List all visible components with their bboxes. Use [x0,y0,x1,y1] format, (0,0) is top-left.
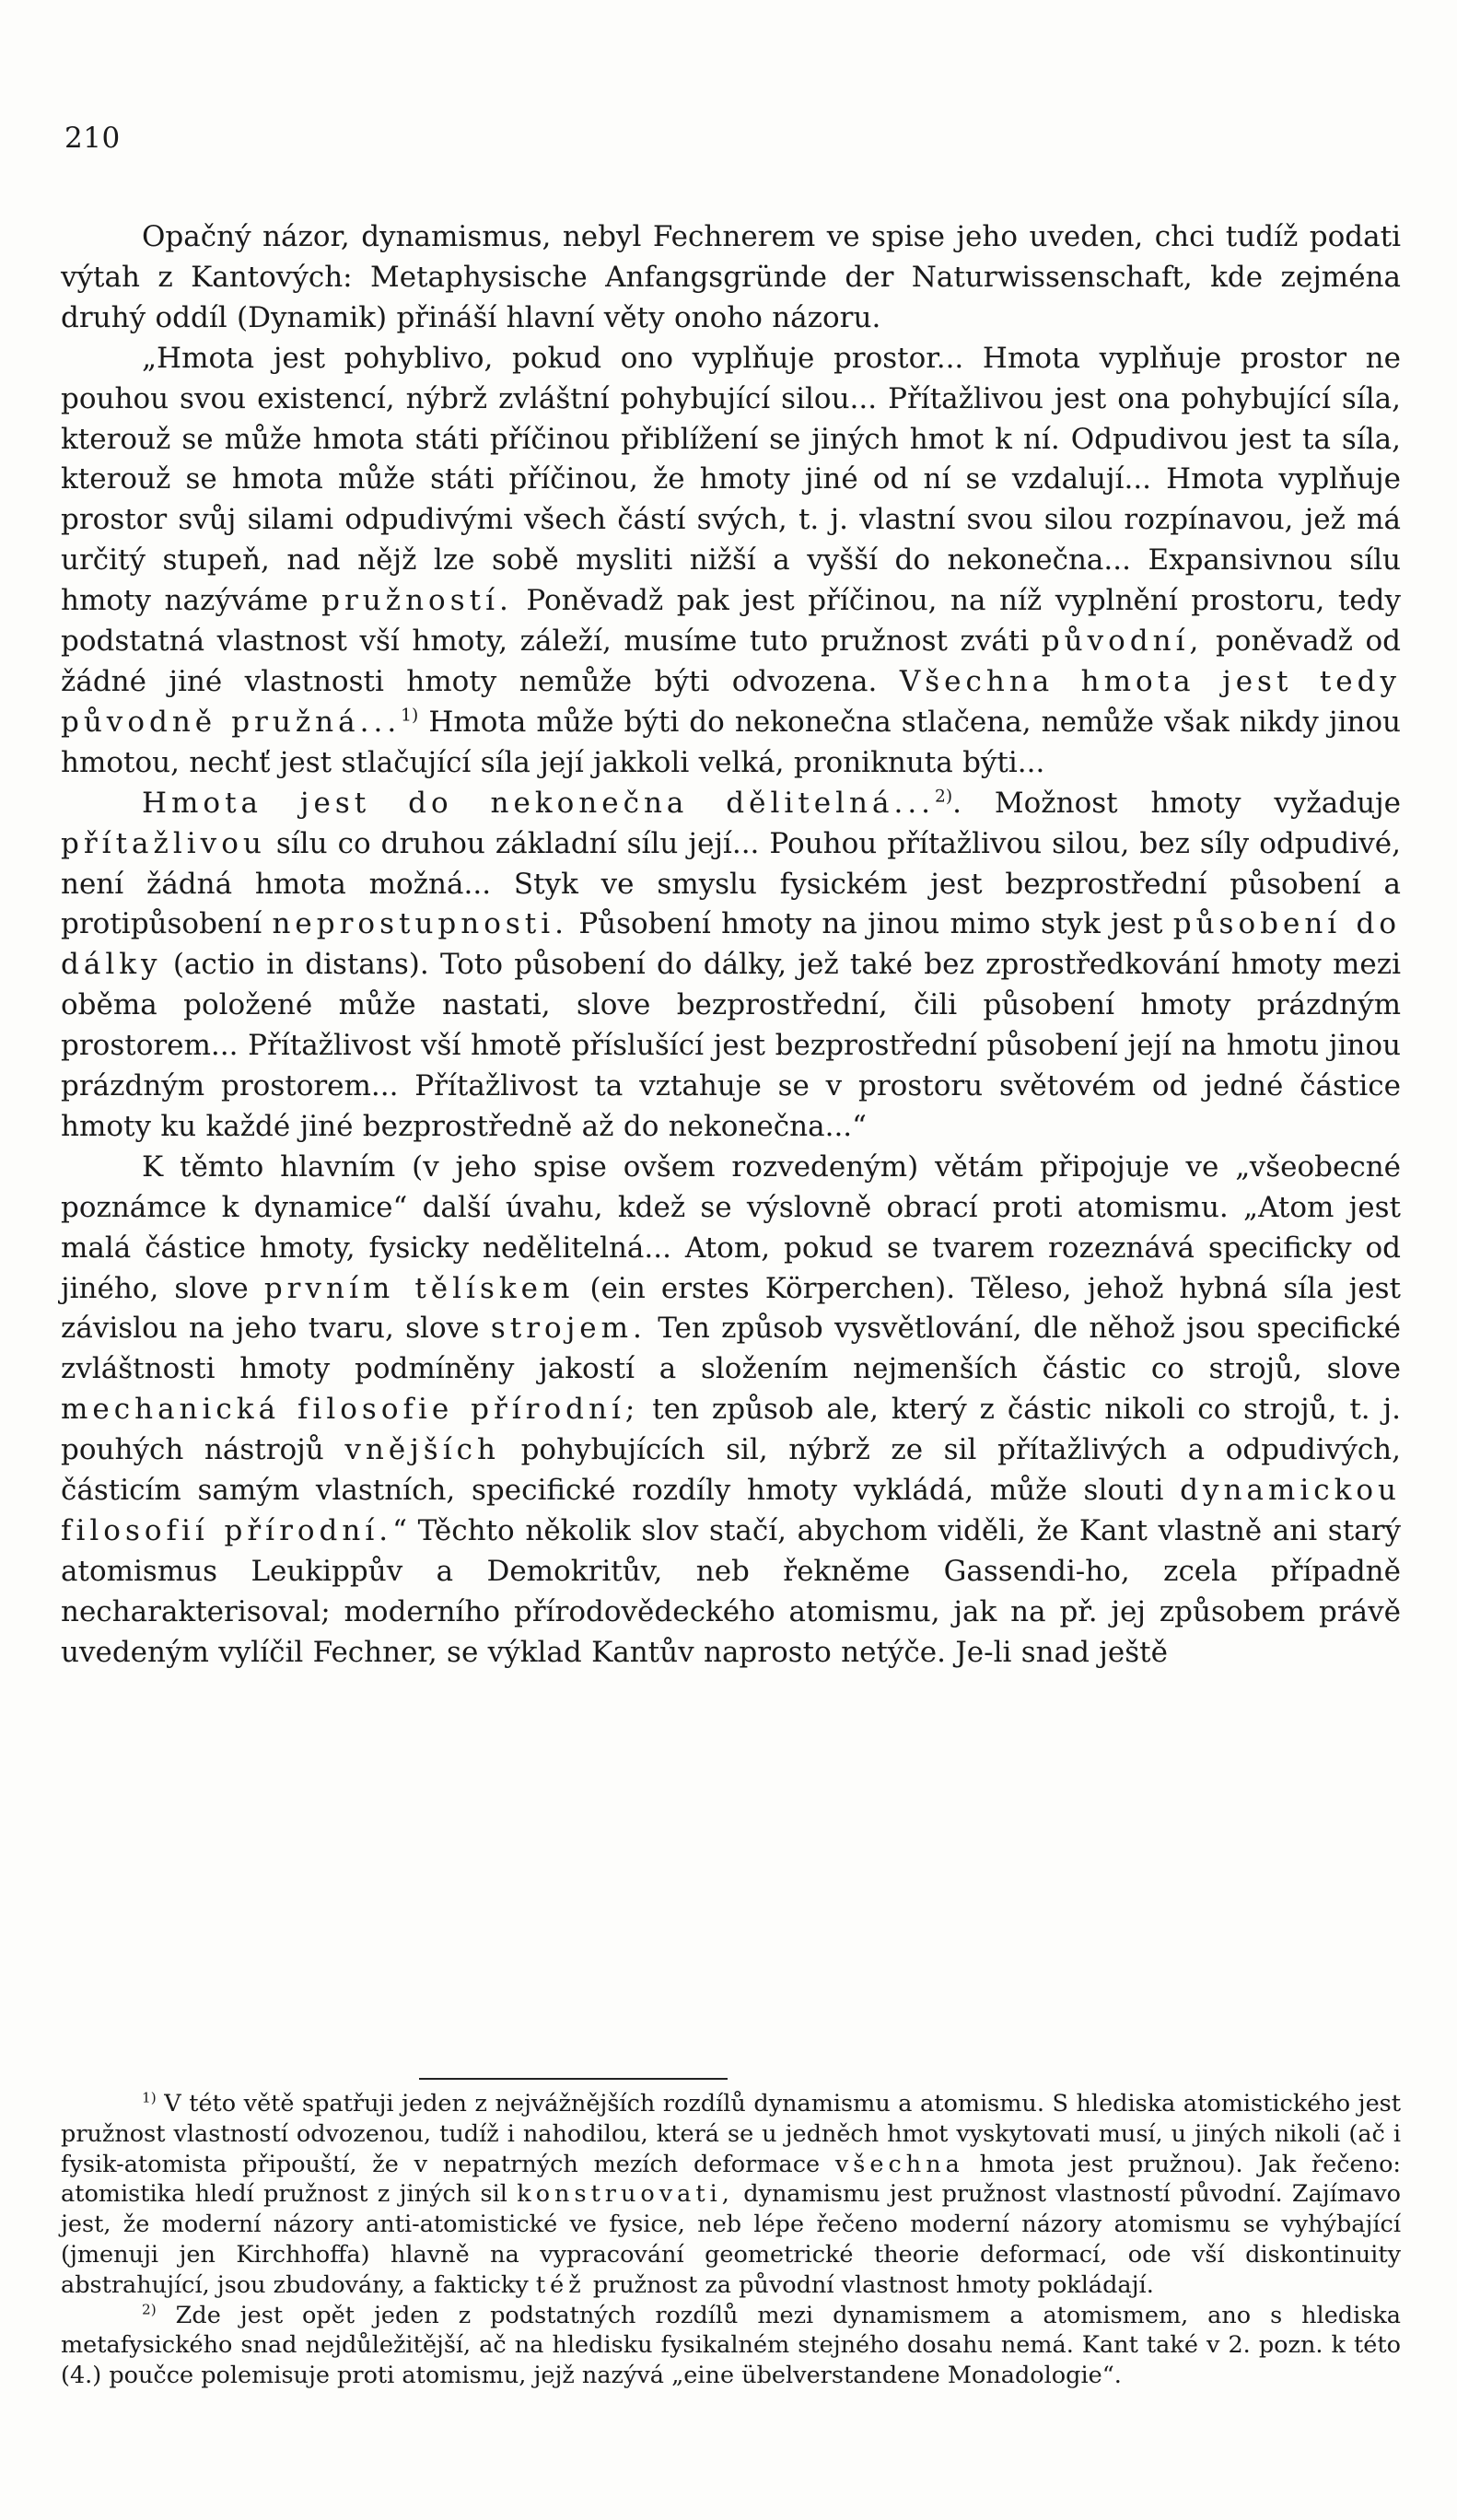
spaced-emphasis: strojem. [490,1312,647,1346]
spaced-emphasis: původní, [1041,624,1204,659]
footnote-text: V této větě spatřuji jeden z nejvážnějších rozdílů dynamismu a atomismu. S hlediska atomistického jest pružnost vlastností odvozenou, tudíž i nahodilou, která se u jedněch hmot vyskytovati musí, u jiných nikoli (ač i fysik-atomista připouští, že v nepatrných mezích deformace [61,2090,1401,2178]
footnote-marker: 2) [935,787,953,807]
footnote-marker: 1) [142,2089,157,2106]
footnote-text: dynamismu jest pružnost vlastností původní. Zajímavo jest, že moderní názory anti-atomistické ve fysice, neb lépe řečeno moderní názory atomismu se vyhýbající (jmenuji jen Kirchhoffa) hlavně na vypracování geometrické theorie deformací, ode vší diskontinuity abstrahující, jsou zbudovány, a fakticky [61,2180,1402,2299]
paragraph-text: sílu co druhou základní sílu její... Pouhou přítažlivou silou, bez síly odpudivé, není žádná hmota možná... Styk ve smyslu fysickém jest bezprostřední působení a protipůsobení [61,826,1401,941]
spaced-emphasis: neprostupnosti. [272,907,569,941]
paragraph-text: K těmto hlavním (v jeho spise ovšem rozvedeným) větám připojuje ve „všeobecné poznámce k dynamice“ další úvahu, kdež se výslovně obrací proti atomismu. „Atom jest malá částice hmoty, fysicky nedělitelná... Atom, pokud se tvarem rozeznává specificky od jiného, slove [61,1149,1401,1305]
paragraph-text: . Možnost hmoty vyžaduje [952,786,1401,820]
footnote-text: Zde jest opět jeden z podstatných rozdílů mezi dynamismem a atomismem, ano s hlediska metafysického snad nejdůležitější, ač na hledisku fysikalném stejného dosahu nemá. Kant také v 2. pozn. k této (4.) poučce polemisuje proti atomismu, jejž nazývá „eine übelverstandene Monadologie“. [61,2301,1402,2390]
paragraph-text: pohybujících sil, nýbrž ze sil přítažlivých a odpudivých, částicím samým vlastních, specifické rozdíly hmoty vykládá, může slouti [61,1433,1402,1508]
spaced-emphasis: působení do dálky [61,907,1401,982]
footnote-text: pružnost za původní vlastnost hmoty pokládají. [592,2270,1154,2299]
spaced-emphasis: všechna [834,2150,964,2178]
spaced-emphasis: dynamickou filosofií přírodní. [61,1474,1402,1547]
footnote-marker: 2) [142,2301,157,2318]
paragraph-text: ten způsob ale, který z částic nikoli co strojů, t. j. pouhých nástrojů [61,1393,1401,1467]
paragraph-text: Opačný názor, dynamismus, nebyl Fechnerem ve spise jeho uveden, chci tudíž podati výtah z Kantových: Metaphysische Anfangsgründe der Naturwissenschaft, kde zejména druhý oddíl (Dynamik) přináší hlavní věty onoho názoru. [61,220,1401,334]
spaced-emphasis: prvním tělískem [263,1271,575,1305]
paragraph-text: “ Těchto několik slov stačí, abychom viděli, že Kant vlastně ani starý atomismus Leukippův a Demokritův, neb řekněme Gassendi-ho, zcela případně necharakterisoval; moderního přírodovědeckého atomismu, jak na př. jej způsobem právě uvedeným vylíčil Fechner, se výklad Kantův naprosto netýče. Je-li snad ještě [61,1514,1401,1669]
spaced-emphasis: konstruovati, [517,2180,734,2209]
footnote [61,2301,1401,2391]
footnote [61,2089,1401,2301]
paragraph-text: (actio in distans). Toto působení do dálky, jež také bez zprostředkování hmoty mezi oběma položené může nastati, slove bezprostřední, čili působení hmoty prázdným prostorem... Přítažlivost vší hmotě příslušící jest bezprostřední působení její na hmotu jinou prázdným prostorem... Přítažlivost ta vztahuje se v prostoru světovém od jedné částice hmoty ku každé jiné bezprostředně až do nekonečna...“ [61,948,1401,1143]
paragraph [61,217,1401,339]
page-number: 210 [64,122,121,155]
paragraph [61,339,1401,784]
paragraph-text: Ten způsob vysvětlování, dle něhož jsou specifické zvláštnosti hmoty podmíněny jakostí a složením nejmenších částic co strojů, slove [61,1312,1402,1386]
spaced-emphasis: pružností. [321,584,513,618]
footnote-text: hmota jest pružnou). Jak řečeno: atomistika hledí pružnost z jiných sil [61,2150,1402,2209]
paragraph-text: poněvadž od žádné jiné vlastnosti hmoty nemůže býti odvozena. [61,624,1401,698]
paragraph-text: (ein erstes Körperchen). Těleso, jehož hybná síla jest závislou na jeho tvaru, slove [61,1271,1401,1346]
spaced-emphasis: Všechna hmota jest tedy původně pružná... [61,664,1402,739]
paragraph [61,1148,1401,1674]
footnote-marker: 1) [401,706,419,726]
spaced-emphasis: Hmota jest do nekonečna dělitelná... [142,786,936,820]
spaced-emphasis: přítažlivou [61,826,266,860]
spaced-emphasis: též [535,2270,586,2299]
footnote-divider [419,2078,728,2080]
paragraph [61,784,1401,1148]
paragraph-text: „Hmota jest pohyblivo, pokud ono vyplňuje prostor... Hmota vyplňuje prostor ne pouhou svou existencí, nýbrž zvláštní pohybující silou... Přítažlivou jest ona pohybující síla, kterouž se může hmota státi příčinou přiblížení se jiných hmot k ní. Odpudivou jest ta síla, kterouž se hmota může státi příčinou, že hmoty jiné od ní se vzdalují... Hmota vyplňuje prostor svůj silami odpudivými všech částí svých, t. j. vlastní svou silou rozpínavou, jež má určitý stupeň, nad nějž lze sobě mysliti nižší a vyšší do nekonečna... Expansivnou sílu hmoty nazýváme [61,341,1401,618]
body-text [61,217,1401,1674]
footnotes [61,2089,1401,2391]
paragraph-text: Působení hmoty na jinou mimo styk jest [578,907,1163,941]
spaced-emphasis: mechanická filosofie přírodní; [61,1393,640,1427]
spaced-emphasis: vnějších [344,1433,500,1467]
paragraph-text: Hmota může býti do nekonečna stlačena, nemůže však nikdy jinou hmotou, nechť jest stlačující síla její jakkoli velká, proniknuta býti... [61,705,1401,779]
paragraph-text: Poněvadž pak jest příčinou, na níž vyplnění prostoru, tedy podstatná vlastnost vší hmoty, záleží, musíme tuto pružnost zváti [61,584,1402,659]
